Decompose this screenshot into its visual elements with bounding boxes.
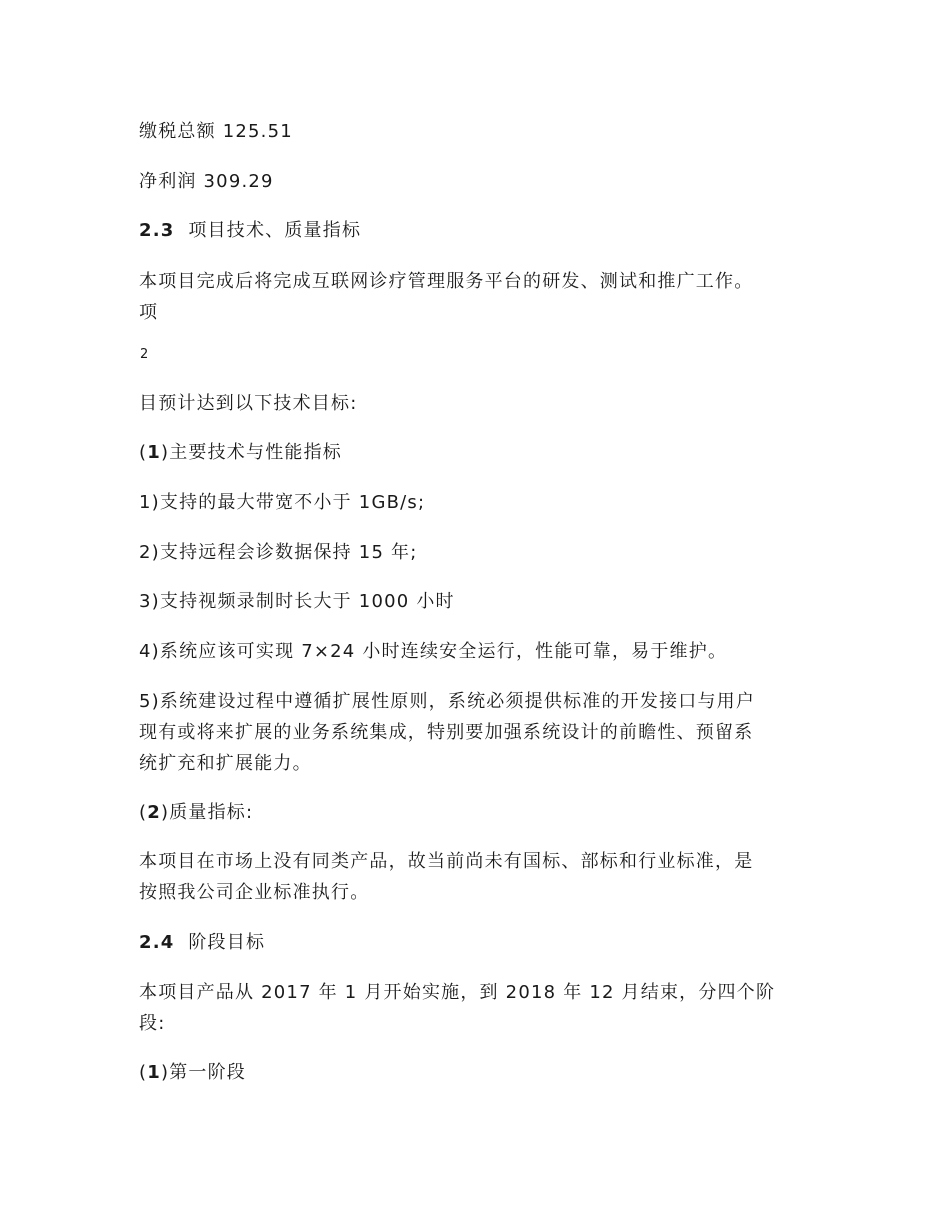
paragraph-stages	[139, 977, 819, 1039]
list-item-4: 4)系统应该可实现 7×24 小时连续安全运行，性能可靠，易于维护。	[139, 641, 728, 662]
subsection-1-heading	[139, 437, 342, 468]
list-item-1: 1)支持的最大带宽不小于 1GB/s;	[139, 492, 426, 513]
section-number: 2.4	[139, 932, 175, 953]
subsection-2-heading	[139, 797, 253, 828]
paragraph-line: 统扩充和扩展能力。	[139, 753, 312, 774]
paren: (	[139, 802, 148, 823]
subsection-number: 2	[147, 802, 161, 823]
list-item-5	[139, 686, 819, 779]
subsection-number: 1	[147, 1062, 161, 1083]
subsection-title: )第一阶段	[160, 1062, 246, 1083]
paragraph-intro	[139, 266, 819, 328]
page-number: 2	[140, 347, 149, 362]
paragraph-tech-goals: 目预计达到以下技术目标:	[139, 393, 358, 414]
paragraph-quality	[139, 846, 819, 908]
paragraph-line: 按照我公司企业标准执行。	[139, 882, 370, 903]
paren: (	[139, 442, 148, 463]
list-item-3: 3)支持视频录制时长大于 1000 小时	[139, 591, 455, 612]
subsection-title: )质量指标:	[160, 802, 254, 823]
section-title: 项目技术、质量指标	[188, 220, 362, 241]
tax-total-line: 缴税总额 125.51	[139, 121, 293, 142]
section-number: 2.3	[139, 220, 175, 241]
paragraph-line: 段:	[139, 1013, 166, 1034]
subsection-title: )主要技术与性能指标	[160, 442, 342, 463]
paragraph-line: 现有或将来扩展的业务系统集成，特别要加强系统设计的前瞻性、预留系	[139, 722, 754, 743]
section-heading-2-3	[139, 215, 361, 246]
paragraph-line: 本项目产品从 2017 年 1 月开始实施，到 2018 年 12 月结束，分四个阶	[139, 982, 776, 1003]
paragraph-line: 本项目完成后将完成互联网诊疗管理服务平台的研发、测试和推广工作。	[139, 271, 754, 292]
subsection-stage-1-heading	[139, 1057, 246, 1088]
net-profit-line: 净利润 309.29	[139, 171, 274, 192]
paren: (	[139, 1062, 148, 1083]
paragraph-line: 5)系统建设过程中遵循扩展性原则，系统必须提供标准的开发接口与用户	[139, 691, 756, 712]
section-heading-2-4	[139, 927, 265, 958]
list-item-2: 2)支持远程会诊数据保持 15 年;	[139, 542, 418, 563]
paragraph-line: 项	[139, 302, 159, 323]
subsection-number: 1	[147, 442, 161, 463]
section-title: 阶段目标	[188, 932, 266, 953]
paragraph-line: 本项目在市场上没有同类产品，故当前尚未有国标、部标和行业标准，是	[139, 851, 754, 872]
